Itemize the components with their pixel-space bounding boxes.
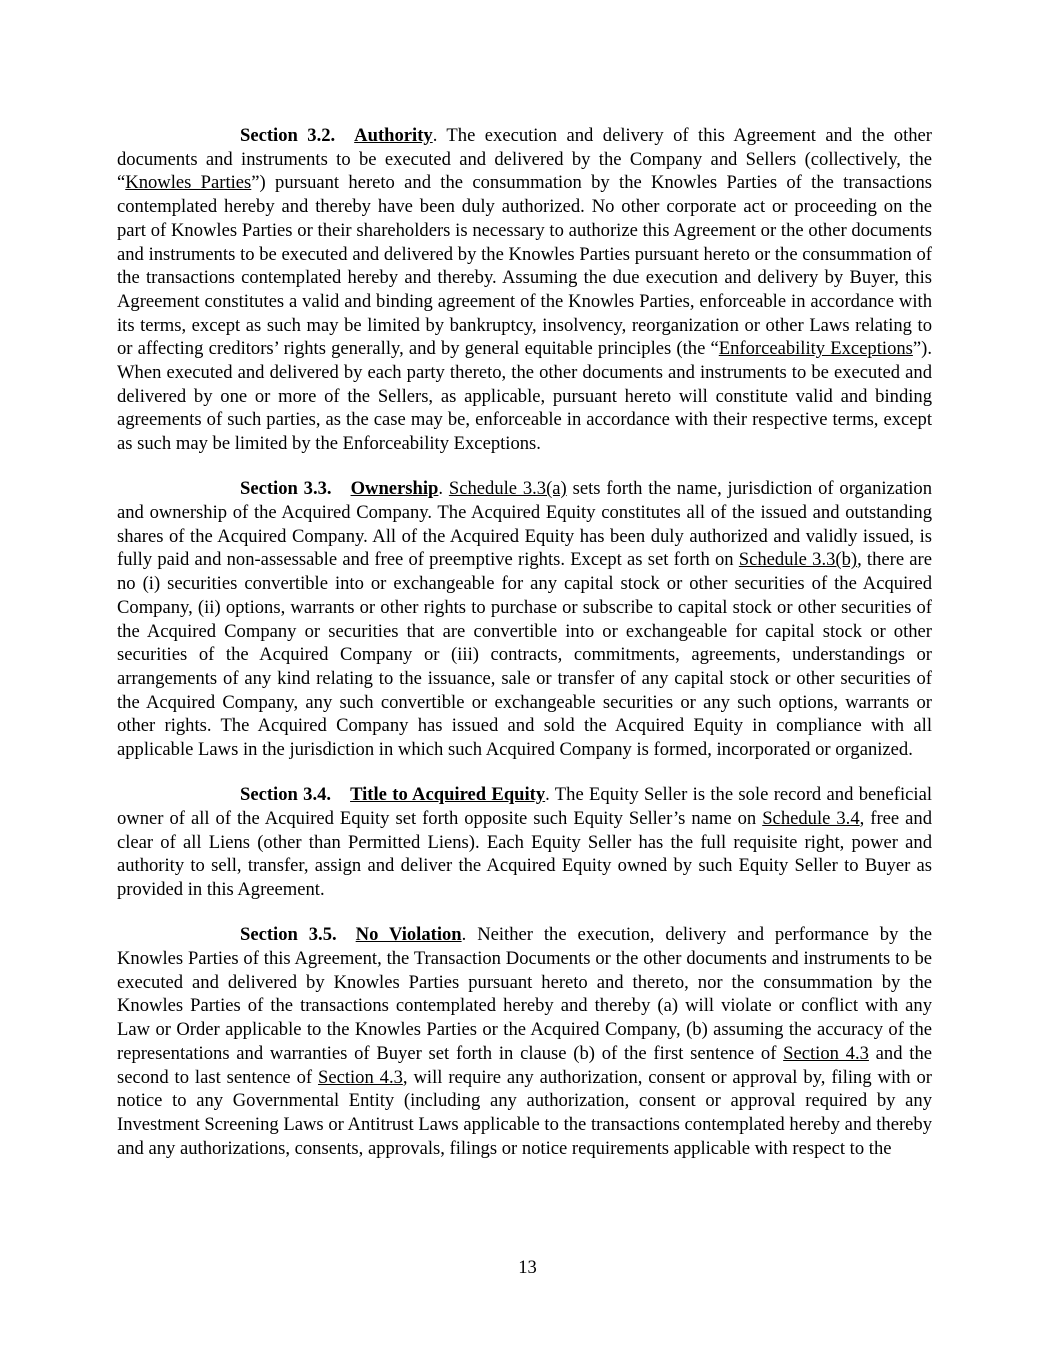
schedule-reference: Schedule 3.3(b): [738, 549, 858, 571]
section-3-5: [117, 923, 932, 1160]
section-heading: Authority: [354, 125, 433, 146]
defined-term: Knowles Parties: [125, 172, 252, 194]
body-text: . The execution and delivery of this Agreement and the other documents and instruments to be executed and delivered by the Company and Sellers (collectively, the “: [117, 125, 932, 194]
body-text: , will require any authorization, consent or approval by, filing with or notice to any Governmental Entity (including any authorization, consent or approval required by any Investment Screening Laws or Antitrust Laws applicable to the transactions contemplated hereby and thereby and any authorizations, consents, approvals, filings or notice requirements applicable with respect to the: [117, 1066, 932, 1159]
section-number: Section 3.4.: [240, 784, 332, 806]
section-number: Section 3.3.: [240, 478, 332, 500]
body-text: and the second to last sentence of: [117, 1042, 932, 1088]
body-text: .: [438, 478, 449, 500]
page-number: 13: [518, 1257, 537, 1278]
section-3-4: [117, 783, 932, 902]
body-text: . The Equity Seller is the sole record and beneficial owner of all of the Acquired Equity set forth opposite such Equity Seller’s name on: [117, 784, 933, 829]
schedule-reference: Schedule 3.3(a): [448, 478, 567, 500]
body-text: . Neither the execution, delivery and performance by the Knowles Parties of this Agreement, the Transaction Documents or the other documents and instruments to be executed and delivered by Knowles Parties pursuant hereto and thereto, nor the consummation by the Knowles Parties of the transactions contemplated hereby and thereby (a) will violate or conflict with any Law or Order applicable to the Knowles Parties or the Acquired Company, (b) assuming the accuracy of the representations and warranties of Buyer set forth in clause (b) of the first sentence of: [117, 924, 932, 1064]
section-number: Section 3.2.: [240, 125, 336, 146]
section-number: Section 3.5.: [240, 924, 337, 946]
section-reference: Section 4.3: [783, 1042, 869, 1064]
section-reference: Section 4.3: [317, 1066, 403, 1088]
body-text: ”) pursuant hereto and the consummation by the Knowles Parties of the transactions contemplated hereby and thereby have been duly authorized. No other corporate act or proceeding on the part of Knowles Parties or their shareholders is necessary to authorize this Agreement or the other documents and instruments to be executed and delivered by the Knowles Parties pursuant hereto or the consummation of the transactions contemplated hereby and thereby. Assuming the due execution and delivery by Buyer, this Agreement constitutes a valid and binding agreement of the Knowles Parties, enforceable in accordance with its terms, except as such may be limited by bankruptcy, insolvency, reorganization or other Laws relating to or affecting creditors’ rights generally, and by general equitable principles (the “: [117, 172, 932, 360]
body-text: ”). When executed and delivered by each party thereto, the other documents and instruments to be executed and delivered by one or more of the Sellers, as applicable, pursuant hereto will constitute valid and binding agreements of such parties, as the case may be, enforceable in accordance with their respective terms, except as such may be limited by the Enforceability Exceptions.: [117, 338, 932, 455]
section-heading: Title to Acquired Equity: [350, 784, 546, 806]
section-3-3: [117, 477, 932, 761]
schedule-reference: Schedule 3.4: [762, 807, 860, 829]
body-text: sets forth the name, jurisdiction of organization and ownership of the Acquired Company. The Acquired Equity constitutes all of the issued and outstanding shares of the Acquired Company. All of the Acquired Equity has been duly authorized and validly issued, is fully paid and non-assessable and free of preemptive rights. Except as set forth on: [117, 478, 932, 571]
section-heading: Ownership: [350, 478, 439, 500]
section-3-2: [117, 124, 932, 456]
defined-term: Enforceability Exceptions: [718, 338, 913, 360]
section-heading: No Violation: [355, 924, 462, 946]
document-page: [117, 124, 932, 1182]
body-text: , there are no (i) securities convertible into or exchangeable for any capital stock or other securities of the Acquired Company, (ii) options, warrants or other rights to purchase or subscribe to capital stock or other securities of the Acquired Company or securities that are convertible into or exchangeable for capital stock or other securities of the Acquired Company or (iii) contracts, commitments, agreements, understandings or arrangements of any kind relating to the issuance, sale or transfer of any capital stock or other securities of the Acquired Company, any such convertible or exchangeable securities or any such options, warrants or other rights. The Acquired Company has issued and sold the Acquired Equity in compliance with all applicable Laws in the jurisdiction in which such Acquired Company is formed, incorporated or organized.: [117, 549, 933, 761]
body-text: , free and clear of all Liens (other than Permitted Liens). Each Equity Seller has the full requisite right, power and authority to sell, transfer, assign and deliver the Acquired Equity owned by such Equity Seller to Buyer as provided in this Agreement.: [117, 807, 933, 901]
